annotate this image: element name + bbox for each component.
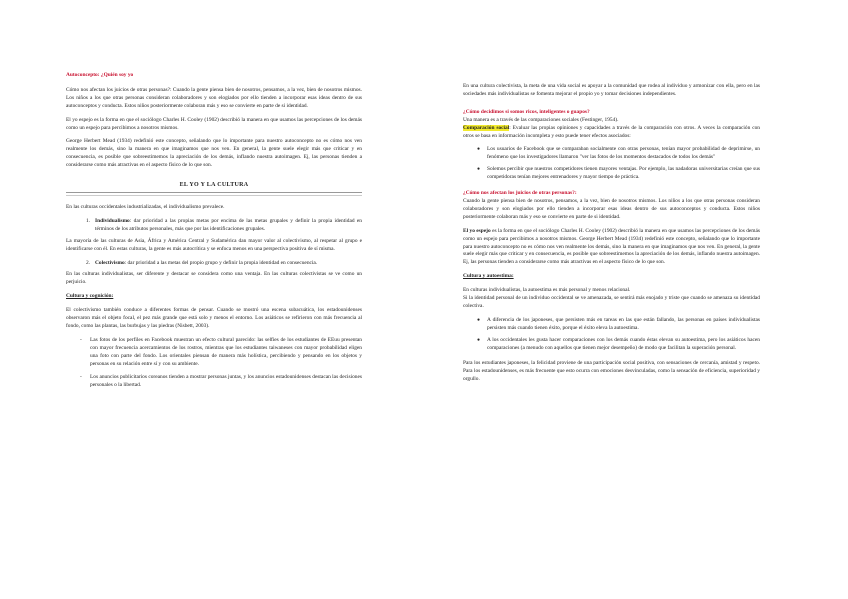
right-column: [463, 83, 760, 390]
bullet-icon: ●: [477, 147, 481, 153]
paragraph: Una manera es a través de las comparaciones sociales (Festinger, 1954).: [463, 116, 619, 123]
list-item-text: Las fotos de los perfiles en Facebook muestran un efecto cultural parecido: las selfies de los estudiantes de EEuu presentan con mayor frecuencia acercamientos de los rostros, mientras que los estudiantes taiwaneses con mayor probabilidad eligen una foto con parte del fondo. Los orientales piensan de manera más holística, percibiendo y pensando en los objetos y personas en su relación entre sí y con su ambiente.: [90, 336, 362, 367]
term-definition: : Evaluar las propias opiniones y capacidades a través de la comparación con otros. A veces la comparación con otros se basa en información incompleta y esto puede tener efectos asociados:: [463, 124, 761, 139]
term-colectivismo: Colectivismo: [95, 259, 125, 266]
horizontal-rule: [66, 192, 362, 196]
bullet-icon: ●: [477, 317, 481, 323]
section-heading-yo-cultura: EL YO Y LA CULTURA: [179, 182, 249, 189]
item-text: [95, 260, 362, 268]
term-definition: : dar prioridad a las propias metas por encima de las metas grupales y definir la propia identidad en términos de los atributos personales, más que por las identificaciones grupales.: [95, 217, 362, 232]
highlighted-term: Comparación social: [463, 124, 510, 131]
bullet-list-item: [477, 317, 760, 333]
section-title-autoconcepto: Autoconcepto: ¿Quién soy yo: [66, 72, 134, 78]
paragraph: En las culturas individualistas, ser diferente y destacar se considera como una ventaja. En las culturas colectivistas se ve como un perjuicio.: [66, 271, 362, 286]
numbered-item-colectivismo: [66, 260, 362, 268]
dash-list-item: [80, 374, 362, 390]
bullet-list-item: [477, 337, 760, 353]
section-title-comparacion: ¿Cómo decidimos si somos ricos, inteligentes o guapos?: [463, 108, 590, 115]
dash-marker: -: [80, 336, 82, 343]
bullet-icon: ●: [477, 167, 481, 173]
bullet-list-item: [477, 166, 760, 182]
term-yo-espejo: El yo espejo: [463, 227, 491, 234]
dash-list-item: [80, 337, 362, 369]
left-column: [66, 72, 362, 396]
bullet-icon: ●: [477, 337, 481, 343]
subheading-cultura-cognicion: Cultura y cognición:: [66, 293, 114, 300]
paragraph: En las culturas occidentales industrializadas, el individualismo prevalece.: [66, 203, 225, 210]
list-item-text: A diferencia de los japoneses, que persisten más en tareas en las que están fallando, las personas en países individualistas persisten más cuando tienen éxito, porque el éxito eleva la autoestima.: [487, 316, 760, 331]
term-definition: : dar prioridad a las metas del propio grupo y definir la propia identidad en consecuencia.: [124, 259, 318, 266]
paragraph: El yo espejo es la forma en que el sociólogo Charles H. Cooley (1902) describió la manera en que usamos las percepciones de los demás como un espejo para percibimos a nosotros mismos.: [66, 116, 362, 131]
item-number: 1.: [85, 217, 90, 224]
paragraph-yo-espejo: [463, 228, 760, 268]
term-individualismo: Individualismo: [95, 217, 130, 224]
bullet-list-item: [477, 146, 760, 162]
dash-marker: -: [80, 374, 82, 381]
list-item-text: A los occidentales les gusta hacer comparaciones con los demás cuando éstas elevan su autoestima, pero los asiáticos hacen comparaciones (a menudo con aquellos que tienen mejor desempeño) de modo que facilitan la superación personal.: [487, 336, 760, 351]
paragraph: Cómo nos afectan los juicios de otras personas?: Cuando la gente piensa bien de nosotros, pensamos, a la vez, bien de nosotros mismos. Los niños a los que otras personas consideran colaboradores y son elogiados por ello tienden a incorporar esas ideas dentro de sus autoconceptos y conducta. Estos niños posteriormente colaboran más y eso se convierte en parte de si identidad.: [66, 86, 362, 109]
section-title-juicios: ¿Cómo nos afectan los juicios de otras personas?:: [463, 190, 577, 197]
list-item-text: Solemos percibir que nuestros competidores tienen mayores ventajas. Por ejemplo, las nadadoras universitarias creían que sus competidoras tenían mejores entrenadores y mayor tiempo de práctica.: [487, 166, 760, 181]
item-number: 2.: [85, 259, 90, 266]
subheading-cultura-autoestima: Cultura y autoestima:: [463, 273, 514, 280]
paragraph: El colectivismo también conduce a diferentes formas de pensar. Cuando se mostró una escena subacuática, los estadounidenses observaron más el objeto focal, el pez más grande que está solo y menos el entorno. Los asiáticos se refirieron con más frecuencia al fondo, como las plantas, las burbujas y las piedras (Nisbett, 2003).: [66, 307, 362, 329]
paragraph: Para los estudiantes japoneses, la felicidad proviene de una participación social positiva, con sensaciones de cercanía, amistad y respeto. Para los estadounidenses, es más frecuente que esto ocurra con emociones desvinculadas, como la sensación de eficiencia, superioridad y orgullo.: [463, 360, 760, 383]
paragraph-comparacion-social: [463, 125, 760, 141]
item-text: [95, 218, 362, 234]
paragraph: En culturas individualistas, la autoestima es más personal y menos relacional.: [463, 287, 631, 294]
paragraph: George Herbert Mead (1934) redefinió este concepto, señalando que lo importante para nuestro autoconcepto no es cómo nos ven realmente los demás, sino la manera en que imaginamos que nos ven. En general, la gente suele elegir más que criticar y en consecuencia, es posible que sobreestimemos la apreciación de los demás, inflando nuestra autoimagen. Ej, las personas tienden a considerarse como más atractivas en el aspecto físico de lo que son.: [66, 138, 362, 169]
term-definition: es la forma en que el sociólogo Charles H. Cooley (1902) describió la manera en que usamos las percepciones de los demás como un espejo para percibimos a nosotros mismos. George Herbert Mead (1934) redefinió este concepto, señalando que lo importante para nuestro autoconcepto no es cómo nos ven realmente los demás, sino la manera en que imaginamos que nos ven. En general, la gente suele elegir más que criticar y en consecuencia, es posible que sobreestimemos la apreciación de los demás, inflando nuestra autoimagen. Ej, las personas tienden a considerarse como más atractivas en el aspecto físico de lo que son.: [463, 227, 760, 266]
paragraph: Si la identidad personal de un individuo occidental se ve amenazada, se sentirá más enojado y triste que cuando se amenaza su identidad colectiva.: [463, 295, 760, 309]
paragraph: Cuando la gente piensa bien de nosotros, pensamos, a la vez, bien de nosotros mismos. Los niños a los que otras personas consideran colaboradores y son elogiados por ello tienden a incorporar esas ideas dentro de sus autoconceptos y conducta. Estos niños posteriormente colaboran más y eso se convierte en parte de si identidad.: [463, 197, 760, 220]
paragraph: La mayoría de las culturas de Asia, África y América Central y Sudamérica dan mayor valor al colectivismo, al respetar al grupo e identificarse con él. En estas culturas, la gente es más autocrítica y se enfoca menos en una perspectiva positiva de sí misma.: [66, 237, 362, 252]
list-item-text: Los usuarios de Facebook que se comparaban socialmente con otras personas, tenían mayor probabilidad de deprimirse, un fenómeno que los investigadores llamaron "ver las fotos de los momentos destacados de todos los demás": [487, 146, 760, 161]
list-item-text: Los anuncios publicitarios coreanos tienden a mostrar personas juntas, y los anuncios estadounidenses destacan las decisiones personales o la libertad.: [90, 374, 362, 389]
numbered-item-individualismo: [66, 218, 362, 234]
paragraph: En una cultura colectivista, la meta de una vida social es apoyar a la comunidad que rodea al individuo y armonizar con ella, pero en las sociedades más individualistas se fomenta mejorar el propio yo y tomar decisiones independientes.: [463, 83, 760, 97]
